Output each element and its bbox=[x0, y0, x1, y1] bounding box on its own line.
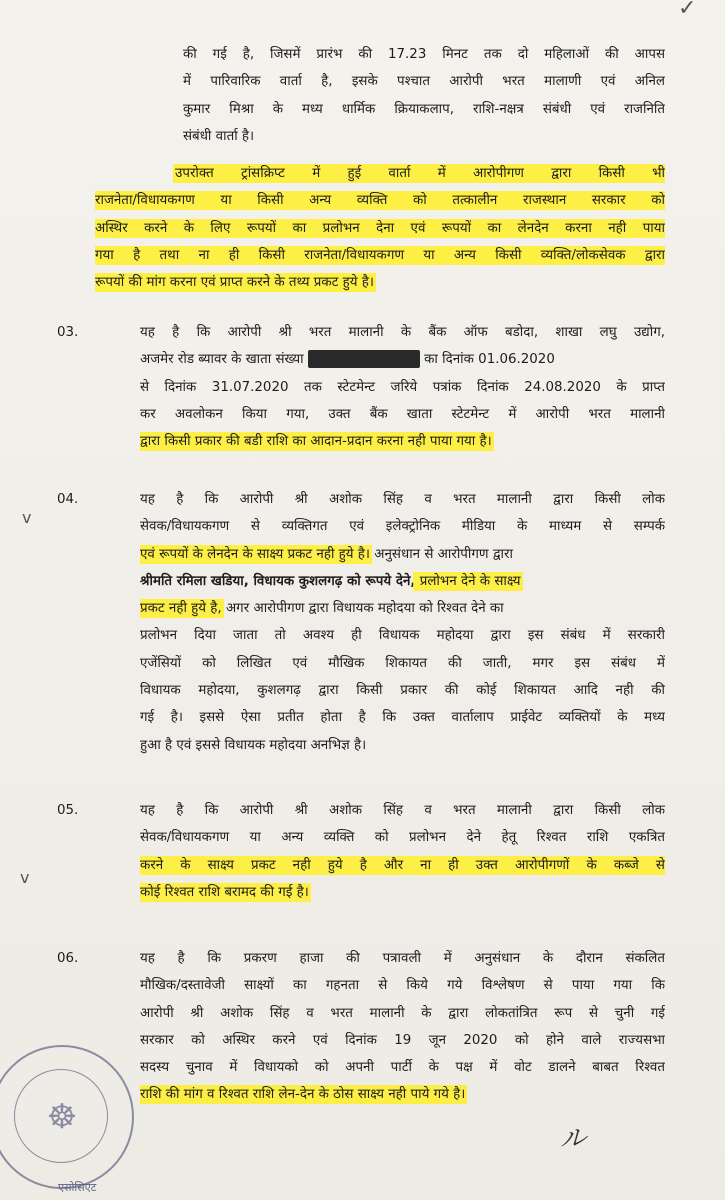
text-line: का दिनांक 01.06.2020 bbox=[424, 352, 555, 368]
text-line: मौखिक/दस्तावेजी साक्ष्यों का गहनता से किये गये विश्लेषण से पाया गया कि bbox=[140, 978, 665, 994]
text-line: यह है कि आरोपी श्री अशोक सिंह व भरत मालानी द्वारा किसी लोक bbox=[140, 803, 665, 818]
paragraph-06 bbox=[140, 945, 665, 1109]
highlighted-text: उपरोक्त ट्रांसक्रिप्ट में हुई वार्ता में आरोपीगण द्वारा किसी भी bbox=[175, 166, 665, 181]
highlighted-text: अस्थिर करने के लिए रूपयों का प्रलोभन देना एवं रूपयों का लेनदेन करना नही पाया bbox=[95, 220, 665, 236]
text-line: यह है कि आरोपी श्री भरत मालानी के बैंक ऑफ बडोदा, शाखा लघु उद्योग, bbox=[140, 325, 665, 340]
text-line: विधायक महोदया, कुशलगढ़ द्वारा किसी प्रकार की कोई शिकायत आदि नही की bbox=[140, 683, 665, 699]
highlighted-text: कोई रिश्वत राशि बरामद की गई है। bbox=[140, 884, 309, 900]
paragraph-number: 03. bbox=[57, 325, 79, 340]
margin-tick: v bbox=[20, 868, 30, 887]
bold-text: श्रीमति रमिला खडिया, विधायक कुशलगढ़ को रूपये देने, bbox=[140, 573, 416, 589]
paragraph-number: 04. bbox=[57, 492, 79, 507]
text-line: यह है कि आरोपी श्री अशोक सिंह व भरत मालानी द्वारा किसी लोक bbox=[140, 492, 665, 507]
checkmark-mark: ✓ bbox=[678, 0, 697, 21]
text-line: आरोपी श्री अशोक सिंह व भरत मालानी के द्वारा लोकतांत्रित रूप से चुनी गई bbox=[140, 1005, 665, 1021]
text-line: सेवक/विधायकगण या अन्य व्यक्ति को प्रलोभन देने हेतू रिश्वत राशि एकत्रित bbox=[140, 830, 665, 846]
text-line: प्रलोभन दिया जाता तो अवश्य ही विधायक महोदया द्वारा इस संबंध में सरकारी bbox=[140, 628, 665, 644]
highlighted-text: गया है तथा ना ही किसी राजनेता/विधायकगण या अन्य किसी व्यक्ति/लोकसेवक द्वारा bbox=[95, 247, 665, 263]
stamp-label: एसोसिएट bbox=[58, 1181, 97, 1194]
text-line: संबंधी वार्ता है। bbox=[183, 128, 255, 144]
text-line: अजमेर रोड ब्यावर के खाता संख्या bbox=[140, 352, 304, 368]
official-seal-stamp bbox=[0, 1045, 134, 1189]
transcript-paragraph bbox=[95, 160, 665, 296]
signature: ル bbox=[560, 1124, 587, 1154]
text-line: एजेंसियों को लिखित एवं मौखिक शिकायत की जाती, मगर इस संबंध में bbox=[140, 655, 665, 671]
highlighted-text: प्रलोभन देने के साक्ष्य bbox=[415, 573, 521, 589]
highlighted-text: प्रकट नही हुये है, bbox=[140, 601, 222, 617]
highlighted-text: द्वारा किसी प्रकार की बडी राशि का आदान-प्रदान करना नही पाया गया है। bbox=[140, 434, 492, 450]
text-line: अनुसंधान से आरोपीगण द्वारा bbox=[370, 546, 513, 562]
text-line: सदस्य चुनाव में विधायको को अपनी पार्टी के पक्ष में वोट डालने बाबत रिश्वत bbox=[140, 1060, 665, 1076]
paragraph-05 bbox=[140, 797, 665, 906]
text-line: सरकार को अस्थिर करने एवं दिनांक 19 जून 2020 को होने वाले राज्यसभा bbox=[140, 1032, 665, 1048]
highlighted-text: राजनेता/विधायकगण या किसी अन्य व्यक्ति को तत्कालीन राजस्थान सरकार को bbox=[95, 193, 665, 209]
highlighted-text: रूपयों की मांग करना एवं प्राप्त करने के तथ्य प्रकट हुये है। bbox=[95, 275, 374, 291]
margin-tick: v bbox=[22, 508, 32, 527]
highlighted-text: करने के साक्ष्य प्रकट नही हुये है और ना ही उक्त आरोपीगणों के कब्जे से bbox=[140, 857, 665, 873]
text-line: कुमार मिश्रा के मध्य धार्मिक क्रियाकलाप, राशि-नक्षत्र संबंधी एवं राजनिति bbox=[183, 101, 665, 117]
text-line: हुआ है एवं इससे विधायक महोदया अनभिज्ञ है। bbox=[140, 737, 367, 753]
paragraph-number: 06. bbox=[57, 951, 79, 966]
highlighted-text: राशि की मांग व रिश्वत राशि लेन-देन के ठोस साक्ष्य नही पाये गये है। bbox=[140, 1087, 466, 1103]
text-line: से दिनांक 31.07.2020 तक स्टेटमेन्ट जरिये पत्रांक दिनांक 24.08.2020 के प्राप्त bbox=[140, 379, 665, 395]
paragraph-number: 05. bbox=[57, 803, 79, 818]
text-line: में पारिवारिक वार्ता है, इसके पश्चात आरोपी भरत मालाणी एवं अनिल bbox=[183, 74, 665, 90]
text-line: कर अवलोकन किया गया, उक्त बैंक खाता स्टेटमेन्ट में आरोपी भरत मालानी bbox=[140, 406, 665, 422]
intro-paragraph bbox=[95, 41, 665, 150]
paragraph-03 bbox=[140, 319, 665, 455]
text-line: की गई है, जिसमें प्रारंभ की 17.23 मिनट तक दो महिलाओं की आपस bbox=[183, 47, 665, 62]
text-line: सेवक/विधायकगण से व्यक्तिगत एवं इलेक्ट्रोनिक मीडिया के माध्यम से सम्पर्क bbox=[140, 519, 665, 535]
emblem-icon: ☸ bbox=[46, 1097, 78, 1137]
redacted-account-number bbox=[308, 350, 420, 368]
text-line: यह है कि प्रकरण हाजा की पत्रावली में अनुसंधान के दौरान संकलित bbox=[140, 951, 665, 966]
text-line: अगर आरोपीगण द्वारा विधायक महोदया को रिश्वत देने का bbox=[221, 601, 504, 617]
paragraph-04 bbox=[140, 486, 665, 759]
highlighted-text: एवं रूपयों के लेनदेन के साक्ष्य प्रकट नही हुये है। bbox=[140, 546, 370, 562]
text-line: गई है। इससे ऐसा प्रतीत होता है कि उक्त वार्तालाप प्राईवेट व्यक्तियों के मध्य bbox=[140, 710, 665, 726]
